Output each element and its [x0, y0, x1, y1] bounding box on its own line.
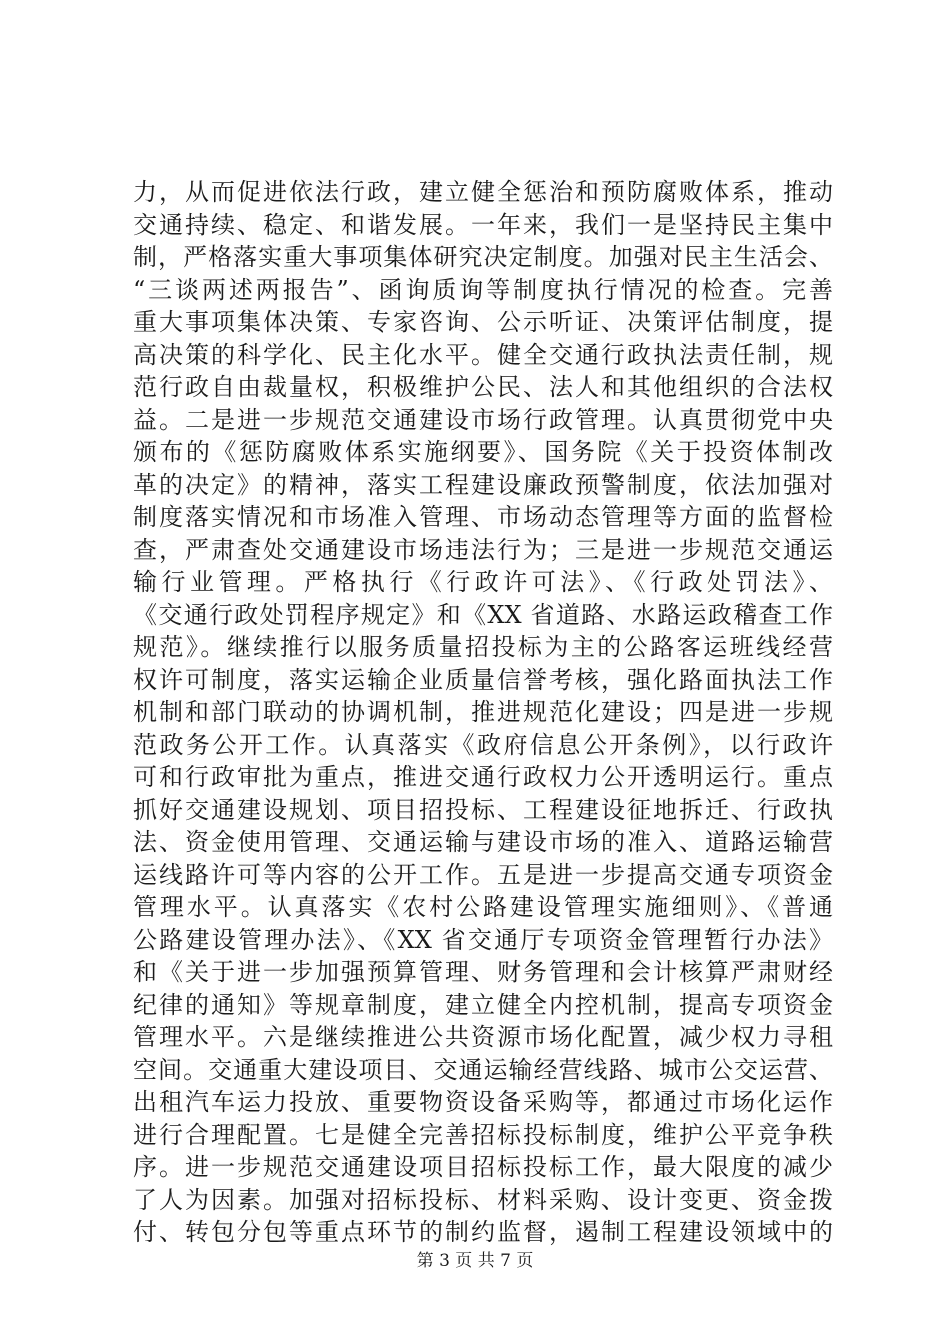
text-line: 规范》。继续推行以服务质量招投标为主的公路客运班线经营: [133, 633, 833, 661]
text-line: 重大事项集体决策、专家咨询、公示听证、决策评估制度，提: [133, 308, 833, 336]
text-line: 机制和部门联动的协调机制，推进规范化建设；四是进一步规: [133, 698, 833, 726]
text-line: 查，严肃查处交通建设市场违法行为；三是进一步规范交通运: [133, 535, 833, 564]
text-line: 了人为因素。加强对招标投标、材料采购、设计变更、资金拨: [133, 1185, 833, 1214]
text-line: 范行政自由裁量权，积极维护公民、法人和其他组织的合法权: [133, 373, 833, 401]
text-line: 和《关于进一步加强预算管理、财务管理和会计核算严肃财经: [133, 958, 833, 986]
text-line: 管理水平。六是继续推进公共资源市场化配置，减少权力寻租: [133, 1023, 833, 1051]
text-line: 革的决定》的精神，落实工程建设廉政预警制度，依法加强对: [133, 470, 833, 499]
text-line: 出租汽车运力投放、重要物资设备采购等，都通过市场化运作: [133, 1088, 833, 1116]
text-line: 范政务公开工作。认真落实《政府信息公开条例》，以行政许: [133, 730, 833, 759]
text-line: 纪律的通知》等规章制度，建立健全内控机制，提高专项资金: [133, 990, 833, 1019]
text-line: 益。二是进一步规范交通建设市场行政管理。认真贯彻党中央: [133, 405, 833, 434]
text-line: 颁布的《惩防腐败体系实施纲要》、国务院《关于投资体制改: [133, 438, 833, 466]
text-line: 付、转包分包等重点环节的制约监督，遏制工程建设领域中的: [133, 1218, 833, 1246]
text-line: 运线路许可等内容的公开工作。五是进一步提高交通专项资金: [133, 860, 833, 889]
text-line: “三谈两述两报告”、函询质询等制度执行情况的检查。完善: [133, 275, 833, 304]
text-line: 序。进一步规范交通建设项目招标投标工作，最大限度的减少: [133, 1153, 833, 1181]
text-line: 制，严格落实重大事项集体研究决定制度。加强对民主生活会、: [133, 243, 833, 271]
text-line: 输行业管理。严格执行《行政许可法》、《行政处罚法》、: [133, 568, 833, 596]
body-paragraph: [133, 176, 833, 1249]
text-line: 高决策的科学化、民主化水平。健全交通行政执法责任制，规: [133, 340, 833, 369]
text-line: 可和行政审批为重点，推进交通行政权力公开透明运行。重点: [133, 763, 833, 791]
text-line: 交通持续、稳定、和谐发展。一年来，我们一是坚持民主集中: [133, 210, 833, 239]
text-line: 空间。交通重大建设项目、交通运输经营线路、城市公交运营、: [133, 1055, 833, 1084]
text-line: 公路建设管理办法》、《XX 省交通厅专项资金管理暂行办法》: [133, 925, 833, 954]
text-line: 制度落实情况和市场准入管理、市场动态管理等方面的监督检: [133, 503, 833, 531]
text-line: 抓好交通建设规划、项目招投标、工程建设征地拆迁、行政执: [133, 795, 833, 824]
text-line: 力，从而促进依法行政，建立健全惩治和预防腐败体系，推动: [133, 178, 833, 206]
page-number-footer: 第 3 页 共 7 页: [416, 1251, 534, 1271]
text-line: 进行合理配置。七是健全完善招标投标制度，维护公平竞争秩: [133, 1120, 833, 1149]
text-line: 权许可制度，落实运输企业质量信誉考核，强化路面执法工作: [133, 665, 833, 694]
text-line: 法、资金使用管理、交通运输与建设市场的准入、道路运输营: [133, 828, 833, 856]
text-line: 管理水平。认真落实《农村公路建设管理实施细则》、《普通: [133, 893, 833, 921]
text-line: 《交通行政处罚程序规定》和《XX 省道路、水路运政稽查工作: [133, 600, 833, 629]
